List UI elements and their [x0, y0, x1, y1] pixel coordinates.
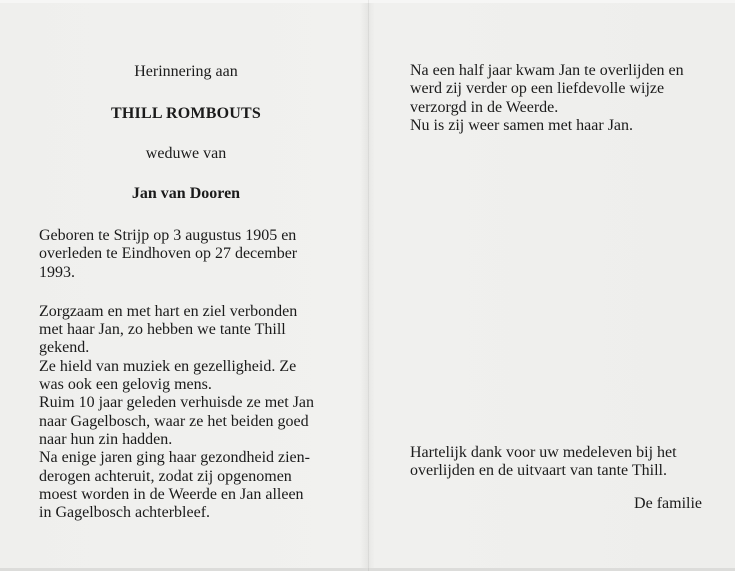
text-line: Ruim 10 jaar geleden verhuisde ze met Jan	[39, 394, 315, 412]
thanks-paragraph	[410, 444, 708, 481]
text-line: met haar Jan, zo hebben we tante Thill	[39, 321, 286, 339]
text-line: was ook een gelovig mens.	[39, 376, 212, 394]
left-page	[39, 62, 333, 522]
text-line: naar hun zin hadden.	[39, 430, 173, 448]
text-line: Ze hield van muziek en gezelligheid. Ze	[39, 357, 297, 375]
text-line: Nu is zij weer samen met haar Jan.	[410, 116, 634, 134]
text-line: Na een half jaar kwam Jan te overlijden en	[410, 62, 684, 79]
birth-death-paragraph	[39, 227, 333, 282]
life-story-paragraph	[39, 303, 333, 523]
text-line: in Gagelbosch achterbleef.	[39, 504, 211, 522]
text-line: Hartelijk dank voor uw medeleven bij het	[410, 444, 677, 461]
text-line: derogen achteruit, zodat zij opgenomen	[39, 467, 292, 485]
intro-text: Herinnering aan	[134, 63, 238, 80]
text-line: moest worden in de Weerde en Jan alleen	[39, 485, 304, 503]
text-line: overleden te Eindhoven op 27 december	[39, 245, 298, 263]
right-page	[410, 62, 708, 522]
text-line: Geboren te Strijp op 3 augustus 1905 en	[39, 227, 297, 244]
text-line: naar Gagelbosch, waar ze het beiden goed	[39, 412, 309, 430]
text-line: Zorgzaam en met hart en ziel verbonden	[39, 302, 298, 320]
text-line: gekend.	[39, 339, 90, 357]
deceased-name: THILL ROMBOUTS	[111, 105, 261, 122]
continuation-paragraph	[410, 62, 708, 135]
text-line: overlijden en de uitvaart van tante Thill.	[410, 462, 667, 480]
text-line: werd zij verder op een liefdevolle wijze	[410, 80, 665, 98]
text-line: 1993.	[39, 263, 75, 281]
husband-name: Jan van Dooren	[131, 185, 241, 202]
family-signature: De familie	[634, 495, 702, 512]
card-fold-line	[368, 0, 369, 571]
widow-text: weduwe van	[145, 145, 227, 162]
text-line: Na enige jaren ging haar gezondheid zien-	[39, 449, 310, 467]
text-line: verzorgd in de Weerde.	[410, 98, 559, 116]
